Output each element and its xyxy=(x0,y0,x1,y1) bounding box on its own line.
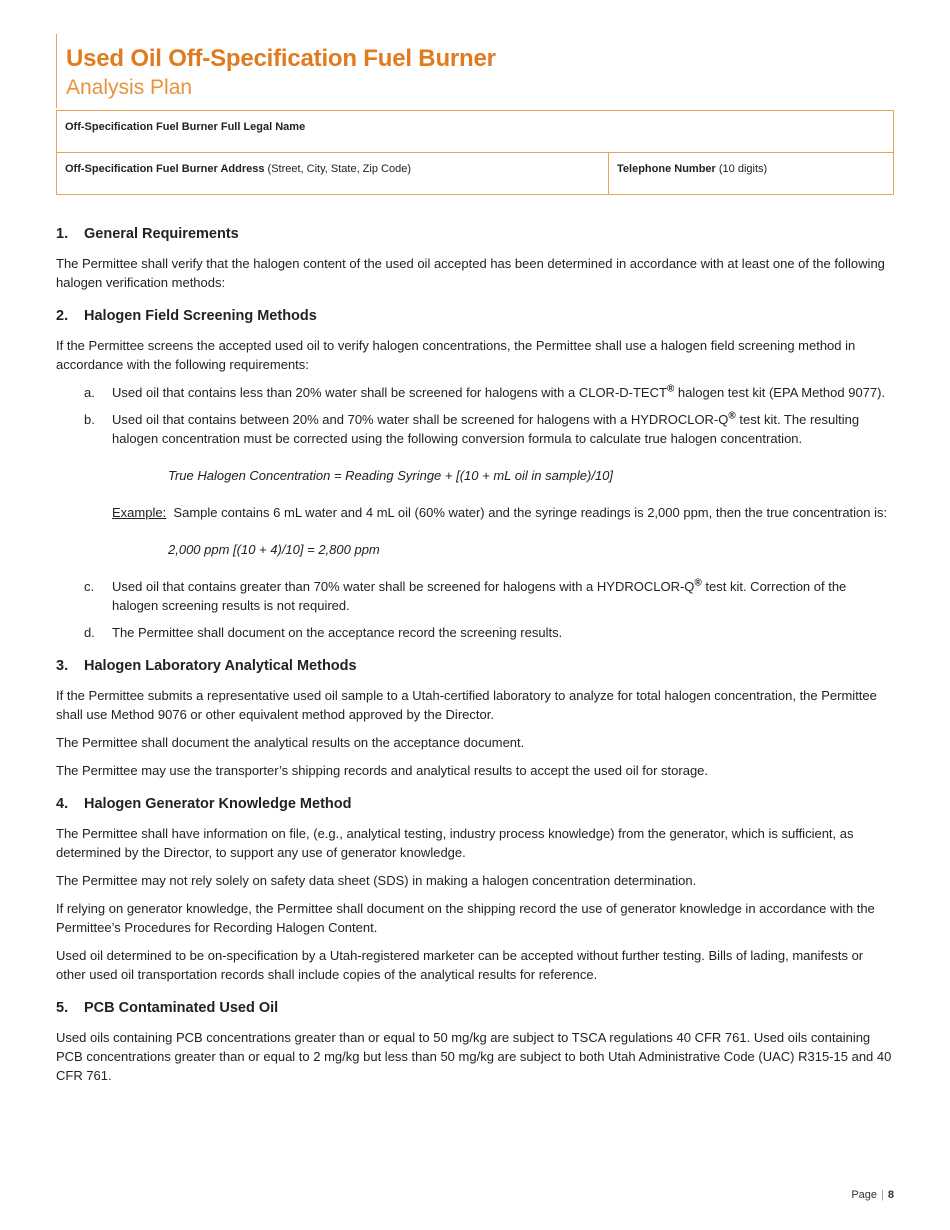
section-laboratory-methods xyxy=(56,656,894,780)
example-formula: 2,000 ppm [(10 + 4)/10] = 2,800 ppm xyxy=(168,542,380,557)
page-separator: | xyxy=(881,1189,884,1201)
document-body xyxy=(56,224,894,1099)
address-label: Off-Specification Fuel Burner Address xyxy=(65,163,265,175)
legal-name-field[interactable] xyxy=(57,111,894,153)
legal-name-label: Off-Specification Fuel Burner Full Legal Name xyxy=(65,121,306,133)
section-pcb-contaminated xyxy=(56,998,894,1085)
list-item: a. Used oil that contains less than 20% water shall be screened for halogens with a CLOR-D-TECT® halogen test kit (EPA Method 9077). xyxy=(84,383,886,400)
paragraph: The Permittee may use the transporter’s shipping records and analytical results to accept the used oil for storage. xyxy=(56,763,709,778)
document-header xyxy=(56,34,895,108)
list-item: b. Used oil that contains between 20% and 70% water shall be screened for halogens with a HYDROCLOR-Q® test kit. The resulting halogen concentration must be corrected using the following conversion formula to calculate true halogen concentration. True Halogen Concentration = Reading Syringe + [(10 + mL oil in sample)/10] Example: Sample contains 6 mL water and 4 mL oil (60% water) and the syringe readings is 2,000 ppm, then the true concentration is: 2,000 ppm [(10 + 4)/10] = 2,800 ppm xyxy=(56,410,894,559)
address-hint: (Street, City, State, Zip Code) xyxy=(264,163,411,175)
document-title: Used Oil Off-Specification Fuel Burner xyxy=(66,45,496,72)
telephone-hint: (10 digits) xyxy=(715,163,768,175)
list-item: c. Used oil that contains greater than 70% water shall be screened for halogens with a HYDROCLOR-Q® test kit. Correction of the halogen screening results is not required. xyxy=(84,577,847,613)
burner-info-form xyxy=(56,110,894,195)
telephone-label: Telephone Number xyxy=(617,163,716,175)
page-footer xyxy=(851,1186,894,1205)
paragraph: If relying on generator knowledge, the Permittee shall document on the shipping record the use of generator knowledge in accordance with the Permittee’s Procedures for Recording Halogen Content. xyxy=(56,901,875,935)
section-field-screening xyxy=(56,306,894,642)
section-heading: 1. General Requirements xyxy=(56,226,239,242)
paragraph: Used oil determined to be on-specification by a Utah-registered marketer can be accepted without further testing. Bills of lading, manifests or other used oil transportation records shall include copies of the analytical results for reference. xyxy=(56,948,864,982)
address-field[interactable] xyxy=(57,153,609,195)
page-label: Page xyxy=(851,1189,878,1201)
paragraph: If the Permittee submits a representative used oil sample to a Utah-certified laboratory to analyze for total halogen concentration, the Permittee shall use Method 9076 or other equivalent method approved by the Director. xyxy=(56,688,877,722)
paragraph: The Permittee may not rely solely on safety data sheet (SDS) in making a halogen concentration determination. xyxy=(56,873,697,888)
section-heading: 2. Halogen Field Screening Methods xyxy=(56,308,317,324)
paragraph: If the Permittee screens the accepted used oil to verify halogen concentrations, the Permittee shall use a halogen field screening method in accordance with the following requirements: xyxy=(56,338,856,372)
telephone-field[interactable] xyxy=(609,153,894,195)
list-item: d. The Permittee shall document on the acceptance record the screening results. xyxy=(84,625,563,640)
section-generator-knowledge xyxy=(56,794,894,984)
section-heading: 4. Halogen Generator Knowledge Method xyxy=(56,796,352,812)
page-number: 8 xyxy=(887,1189,894,1201)
paragraph: Used oils containing PCB concentrations greater than or equal to 50 mg/kg are subject to TSCA regulations 40 CFR 761. Used oils containing PCB concentrations greater than or equal to 2 mg/kg but less than 50 mg/kg are subject to both Utah Administrative Code (UAC) R315-15 and 40 CFR 761. xyxy=(56,1030,892,1083)
document-subtitle: Analysis Plan xyxy=(66,76,193,99)
screening-requirements-list xyxy=(56,383,894,642)
paragraph: The Permittee shall have information on file, (e.g., analytical testing, industry process knowledge) from the generator, which is sufficient, as determined by the Director, to support any use of generator knowledge. xyxy=(56,826,854,860)
section-heading: 5. PCB Contaminated Used Oil xyxy=(56,1000,279,1016)
paragraph: The Permittee shall document the analytical results on the acceptance document. xyxy=(56,735,525,750)
paragraph: The Permittee shall verify that the halogen content of the used oil accepted has been determined in accordance with at least one of the following halogen verification methods: xyxy=(56,256,885,290)
section-general-requirements xyxy=(56,224,894,292)
example-paragraph: Example: Sample contains 6 mL water and 4 mL oil (60% water) and the syringe readings is 2,000 ppm, then the true concentration is: xyxy=(112,505,888,520)
conversion-formula: True Halogen Concentration = Reading Syringe + [(10 + mL oil in sample)/10] xyxy=(168,468,614,483)
section-heading: 3. Halogen Laboratory Analytical Methods xyxy=(56,658,357,674)
